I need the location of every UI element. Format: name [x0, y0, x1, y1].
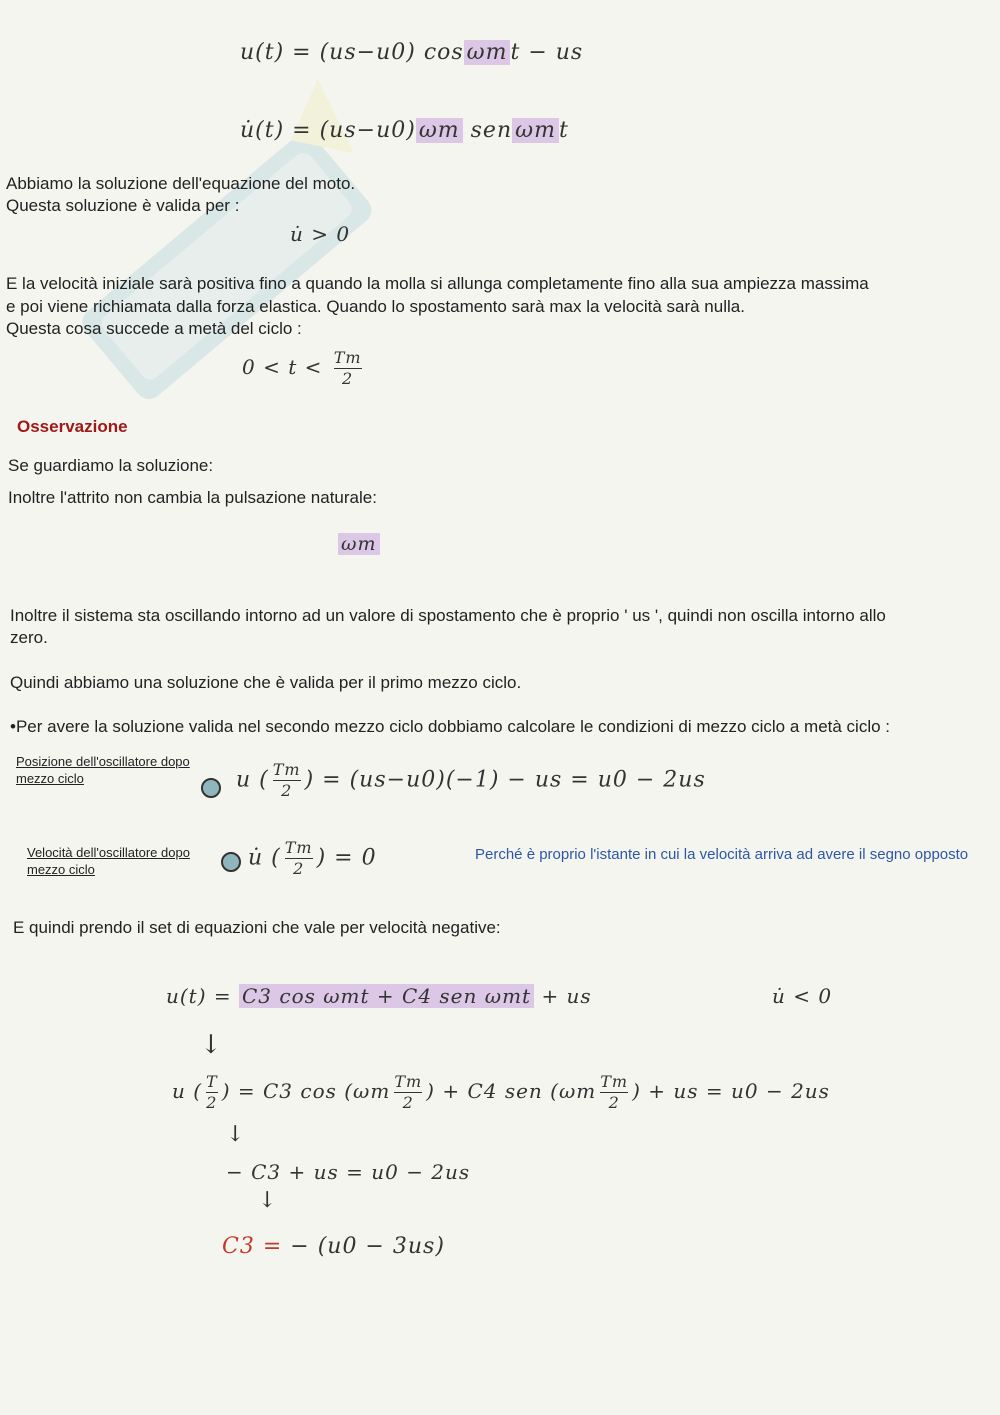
- fraction-num: Tm: [284, 838, 313, 857]
- fraction: [394, 1074, 422, 1111]
- highlight-omega: ωm: [416, 118, 463, 143]
- equation-text: t: [558, 118, 569, 143]
- fraction-den: 2: [608, 1093, 620, 1112]
- time-interval: [242, 350, 366, 387]
- label-line: mezzo ciclo: [16, 771, 84, 786]
- fraction: [600, 1074, 628, 1111]
- highlight-omega: ωm: [512, 118, 559, 143]
- equation-text: u̇ (: [248, 845, 281, 871]
- equation-text: − (u0 − 3us): [290, 1234, 445, 1259]
- paragraph: e poi viene richiamata dalla forza elastica. Quando lo spostamento sarà max la velocità sarà nulla.: [6, 297, 745, 316]
- general-solution-negative: [166, 984, 592, 1008]
- equation-text: ) = (us−u0)(−1) − us = u0 − 2us: [304, 767, 706, 793]
- paragraph: zero.: [10, 628, 48, 647]
- fraction: [206, 1074, 218, 1111]
- paragraph: Inoltre il sistema sta oscillando intorno ad un valore di spostamento che è proprio ' us ', quindi non oscilla intorno allo: [10, 606, 886, 625]
- arrow-down-icon: ↓: [226, 1122, 246, 1147]
- label-line: Posizione dell'oscillatore dopo: [16, 754, 190, 769]
- paragraph: •Per avere la soluzione valida nel secondo mezzo ciclo dobbiamo calcolare le condizioni di mezzo ciclo a metà ciclo :: [10, 717, 891, 736]
- equation-text: u (: [172, 1079, 203, 1103]
- bullet-circle-icon: [201, 778, 221, 798]
- paragraph: Questa cosa succede a metà del ciclo :: [6, 319, 302, 338]
- highlight-omega: ωm: [338, 533, 380, 555]
- paragraph: Se guardiamo la soluzione:: [8, 456, 214, 475]
- highlight-omega: ωm: [464, 40, 511, 65]
- equation-text: u (: [236, 767, 269, 793]
- fraction-den: 2: [206, 1093, 218, 1112]
- interval-text: 0 < t <: [242, 355, 323, 379]
- paragraph: Inoltre l'attrito non cambia la pulsazione naturale:: [8, 488, 377, 507]
- highlight-constants: C3 cos ωmt + C4 sen ωmt: [239, 984, 534, 1008]
- equation-text: ) = 0: [316, 845, 377, 871]
- label-line: Velocità dell'oscillatore dopo: [27, 845, 190, 860]
- fraction-num: Tm: [333, 348, 362, 367]
- equation-text: u̇(t) = (us−u0): [240, 118, 416, 143]
- fraction-num: Tm: [600, 1072, 629, 1091]
- condition-velocity-positive: u̇ > 0: [290, 222, 351, 246]
- fraction-den: 2: [402, 1093, 414, 1112]
- fraction: [285, 840, 313, 877]
- equation-text: u(t) = (us−u0) cos: [240, 40, 464, 65]
- velocity-equation: [240, 118, 569, 143]
- arrow-down-icon: ↓: [258, 1188, 278, 1213]
- paragraph: E quindi prendo il set di equazioni che vale per velocità negative:: [13, 918, 501, 937]
- position-equation: [240, 40, 583, 65]
- equation-text: u(t) =: [166, 984, 232, 1008]
- condition-velocity-negative: u̇ < 0: [772, 984, 833, 1008]
- velocity-label: [27, 844, 190, 878]
- paragraph: Questa soluzione è valida per :: [6, 196, 240, 215]
- fraction: [273, 762, 301, 799]
- fraction-num: Tm: [272, 760, 301, 779]
- natural-pulsation: [338, 533, 380, 555]
- paragraph: Quindi abbiamo una soluzione che è valida per il primo mezzo ciclo.: [10, 673, 522, 692]
- equation-text: ) = C3 cos (ωm: [221, 1079, 391, 1103]
- label-line: mezzo ciclo: [27, 862, 95, 877]
- paragraph: E la velocità iniziale sarà positiva fino a quando la molla si allunga completamente fino alla sua ampiezza massima: [6, 274, 869, 293]
- paragraph: Abbiamo la soluzione dell'equazione del moto.: [6, 174, 356, 193]
- half-period-substitution: [172, 1074, 830, 1111]
- equation-text: ) + C4 sen (ωm: [426, 1079, 597, 1103]
- fraction-den: 2: [293, 859, 305, 878]
- equation-text: + us: [541, 984, 592, 1008]
- half-cycle-velocity-equation: [248, 840, 377, 877]
- fraction-num: T: [206, 1072, 218, 1091]
- c3-result: [222, 1234, 445, 1259]
- fraction-den: 2: [342, 369, 354, 388]
- observation-heading: Osservazione: [17, 417, 128, 436]
- bullet-circle-icon: [221, 852, 241, 872]
- simplified-equation: − C3 + us = u0 − 2us: [226, 1160, 471, 1184]
- fraction: [334, 350, 362, 387]
- half-cycle-position-equation: [236, 762, 706, 799]
- equation-text: t − us: [510, 40, 584, 65]
- equation-text: ) + us = u0 − 2us: [632, 1079, 830, 1103]
- fraction-num: Tm: [394, 1072, 423, 1091]
- equation-text: sen: [462, 118, 513, 143]
- c3-label: C3 =: [222, 1234, 283, 1259]
- arrow-down-icon: ↓: [200, 1030, 223, 1060]
- velocity-note: Perché è proprio l'istante in cui la velocità arriva ad avere il segno opposto: [475, 846, 969, 863]
- position-label: [16, 753, 190, 787]
- fraction-den: 2: [281, 781, 293, 800]
